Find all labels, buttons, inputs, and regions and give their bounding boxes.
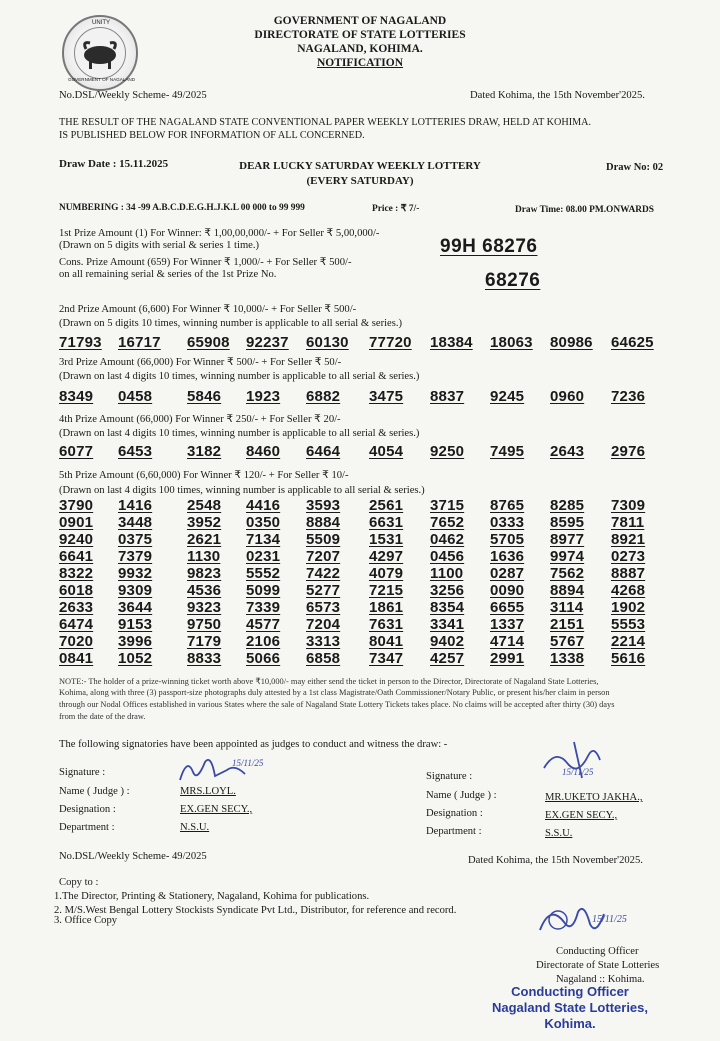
winning-number: 0462 bbox=[430, 531, 465, 548]
winning-number: 7347 bbox=[369, 650, 404, 667]
winning-number: 6882 bbox=[306, 388, 341, 405]
copy-to-item-3: 3. Office Copy bbox=[54, 915, 118, 926]
winning-number: 2548 bbox=[187, 497, 222, 514]
winning-number: 9250 bbox=[430, 443, 465, 460]
lottery-subtitle: (EVERY SATURDAY) bbox=[306, 175, 414, 187]
winning-number: 4297 bbox=[369, 548, 404, 565]
winning-number: 5099 bbox=[246, 582, 281, 599]
winning-number: 0841 bbox=[59, 650, 94, 667]
stamp-line-3: Kohima. bbox=[544, 1016, 596, 1031]
second-prize-line-1: 2nd Prize Amount (6,600) For Winner ₹ 10,000/- + For Seller ₹ 500/- bbox=[59, 304, 357, 315]
winning-number: 0350 bbox=[246, 514, 281, 531]
fifth-prize-line-2: (Drawn on last 4 digits 100 times, winning number is applicable to all serial & series.) bbox=[59, 485, 425, 496]
winning-number: 5846 bbox=[187, 388, 222, 405]
winning-number: 3475 bbox=[369, 388, 404, 405]
winning-number: 5616 bbox=[611, 650, 646, 667]
winning-number: 1416 bbox=[118, 497, 153, 514]
winning-number: 7204 bbox=[306, 616, 341, 633]
winning-number: 8977 bbox=[550, 531, 585, 548]
winning-number: 9240 bbox=[59, 531, 94, 548]
winning-number: 8837 bbox=[430, 388, 465, 405]
winning-number: 0456 bbox=[430, 548, 465, 565]
winning-number: 18063 bbox=[490, 334, 533, 351]
winning-number: 8887 bbox=[611, 565, 646, 582]
winning-number: 9245 bbox=[490, 388, 525, 405]
winning-number: 4714 bbox=[490, 633, 525, 650]
winning-number: 6018 bbox=[59, 582, 94, 599]
fifth-prize-line-1: 5th Prize Amount (6,60,000) For Winner ₹ 120/- + For Seller ₹ 10/- bbox=[59, 470, 349, 481]
winning-number: 1100 bbox=[430, 565, 464, 582]
winning-number: 6858 bbox=[306, 650, 341, 667]
copy-to-item-1: 1.The Director, Printing & Stationery, Nagaland, Kohima for publications. bbox=[54, 891, 370, 902]
winning-number: 3996 bbox=[118, 633, 153, 650]
header-government: GOVERNMENT OF NAGALAND bbox=[273, 15, 447, 27]
winning-number: 8884 bbox=[306, 514, 341, 531]
cons-prize-line-2: on all remaining serial & series of the 1st Prize No. bbox=[59, 269, 277, 280]
winning-number: 2151 bbox=[550, 616, 585, 633]
judge1-signature-date: 15/11/25 bbox=[232, 758, 264, 768]
winning-number: 4577 bbox=[246, 616, 281, 633]
fourth-prize-line-2: (Drawn on last 4 digits 10 times, winning number is applicable to all serial & series.) bbox=[59, 428, 420, 439]
first-prize-line-2: (Drawn on 5 digits with serial & series 1 time.) bbox=[59, 240, 260, 251]
winning-number: 1337 bbox=[490, 616, 525, 633]
winning-number: 5767 bbox=[550, 633, 585, 650]
draw-number: Draw No: 02 bbox=[606, 162, 664, 173]
winning-number: 7207 bbox=[306, 548, 341, 565]
winning-number: 7811 bbox=[611, 514, 645, 531]
winning-number: 1861 bbox=[369, 599, 404, 616]
consolation-prize-number: 68276 bbox=[485, 270, 541, 291]
judge2-designation-label: Designation : bbox=[426, 808, 483, 819]
numbering: NUMBERING : 34 -99 A.B.C.D.E.G.H.J.K.L 00 000 to 99 999 bbox=[59, 203, 305, 213]
draw-time: Draw Time: 08.00 PM.ONWARDS bbox=[515, 205, 654, 215]
winning-number: 2214 bbox=[611, 633, 646, 650]
winning-number: 7562 bbox=[550, 565, 585, 582]
winning-number: 8285 bbox=[550, 497, 585, 514]
judge1-name: MRS.LOYL. bbox=[180, 786, 236, 797]
winning-number: 8349 bbox=[59, 388, 94, 405]
winning-number: 8595 bbox=[550, 514, 585, 531]
winning-number: 5066 bbox=[246, 650, 281, 667]
winning-number: 2561 bbox=[369, 497, 404, 514]
winning-number: 0287 bbox=[490, 565, 525, 582]
winning-number: 3644 bbox=[118, 599, 153, 616]
winning-number: 7309 bbox=[611, 497, 646, 514]
copy-to-label: Copy to : bbox=[59, 877, 99, 888]
winning-number: 6573 bbox=[306, 599, 341, 616]
judge1-department-label: Department : bbox=[59, 822, 115, 833]
note-line-4: from the date of the draw. bbox=[59, 712, 146, 721]
note-line-1: NOTE:- The holder of a prize-winning ticket worth above ₹10,000/- may either send the ticket in person to the Director, Directorate of Nagaland State Lotteries, bbox=[59, 677, 599, 686]
winning-number: 3313 bbox=[306, 633, 341, 650]
winning-number: 1052 bbox=[118, 650, 153, 667]
winning-number: 77720 bbox=[369, 334, 412, 351]
intro-line-1: THE RESULT OF THE NAGALAND STATE CONVENTIONAL PAPER WEEKLY LOTTERIES DRAW, HELD AT KOHIMA. bbox=[59, 117, 592, 128]
header-location: NAGALAND, KOHIMA. bbox=[297, 43, 423, 55]
winning-number: 2633 bbox=[59, 599, 94, 616]
winning-number: 9974 bbox=[550, 548, 585, 565]
winning-number: 2621 bbox=[187, 531, 222, 548]
winning-number: 0375 bbox=[118, 531, 153, 548]
winning-number: 18384 bbox=[430, 334, 473, 351]
judge1-designation-label: Designation : bbox=[59, 804, 116, 815]
winning-number: 5509 bbox=[306, 531, 341, 548]
winning-number: 8833 bbox=[187, 650, 222, 667]
winning-number: 8460 bbox=[246, 443, 281, 460]
header-notification: NOTIFICATION bbox=[316, 57, 404, 69]
judge2-signature-label: Signature : bbox=[426, 771, 473, 782]
seal-text-top: UNITY bbox=[92, 20, 110, 26]
winning-number: 3715 bbox=[430, 497, 465, 514]
winning-number: 9750 bbox=[187, 616, 222, 633]
stamp-line-1: Conducting Officer bbox=[511, 984, 629, 999]
cons-prize-line-1: Cons. Prize Amount (659) For Winner ₹ 1,000/- + For Seller ₹ 500/- bbox=[59, 257, 352, 268]
judge1-designation: EX.GEN SECY., bbox=[180, 804, 253, 815]
winning-number: 0273 bbox=[611, 548, 646, 565]
winning-number: 7020 bbox=[59, 633, 94, 650]
winning-number: 7495 bbox=[490, 443, 525, 460]
winning-number: 3341 bbox=[430, 616, 465, 633]
judge2-signature-icon bbox=[538, 738, 618, 784]
officer-directorate: Directorate of State Lotteries bbox=[536, 960, 660, 971]
winning-number: 9309 bbox=[118, 582, 153, 599]
winning-number: 60130 bbox=[306, 334, 349, 351]
winning-number: 5553 bbox=[611, 616, 646, 633]
winning-number: 7339 bbox=[246, 599, 281, 616]
judges-intro: The following signatories have been appointed as judges to conduct and witness the draw: - bbox=[59, 739, 448, 750]
judge2-department: S.S.U. bbox=[545, 828, 573, 839]
winning-number: 0458 bbox=[118, 388, 153, 405]
winning-number: 8354 bbox=[430, 599, 465, 616]
winning-number: 6631 bbox=[369, 514, 404, 531]
winning-number: 2643 bbox=[550, 443, 585, 460]
second-prize-line-2: (Drawn on 5 digits 10 times, winning number is applicable to all serial & series.) bbox=[59, 318, 403, 329]
winning-number: 3114 bbox=[550, 599, 584, 616]
first-prize-winning-number: 99H 68276 bbox=[440, 236, 538, 257]
officer-title: Conducting Officer bbox=[556, 946, 639, 957]
judge1-name-label: Name ( Judge ) : bbox=[59, 786, 130, 797]
scheme-ref: No.DSL/Weekly Scheme- 49/2025 bbox=[59, 90, 207, 101]
winning-number: 7215 bbox=[369, 582, 404, 599]
winning-number: 5705 bbox=[490, 531, 525, 548]
winning-number: 0090 bbox=[490, 582, 525, 599]
intro-line-2: IS PUBLISHED BELOW FOR INFORMATION OF ALL CONCERNED. bbox=[59, 130, 365, 141]
judge1-signature-label: Signature : bbox=[59, 767, 106, 778]
header-directorate: DIRECTORATE OF STATE LOTTERIES bbox=[254, 29, 466, 41]
winning-number: 7422 bbox=[306, 565, 341, 582]
winning-number: 9823 bbox=[187, 565, 222, 582]
winning-number: 1902 bbox=[611, 599, 646, 616]
winning-number: 4416 bbox=[246, 497, 281, 514]
first-prize-line-1: 1st Prize Amount (1) For Winner: ₹ 1,00,00,000/- + For Seller ₹ 5,00,000/- bbox=[59, 228, 380, 239]
winning-number: 64625 bbox=[611, 334, 654, 351]
winning-number: 6453 bbox=[118, 443, 153, 460]
winning-number: 0901 bbox=[59, 514, 94, 531]
judge2-department-label: Department : bbox=[426, 826, 482, 837]
winning-number: 8322 bbox=[59, 565, 94, 582]
winning-number: 0231 bbox=[246, 548, 281, 565]
judge2-name-label: Name ( Judge ) : bbox=[426, 790, 497, 801]
winning-number: 80986 bbox=[550, 334, 593, 351]
winning-number: 4536 bbox=[187, 582, 222, 599]
judge1-signature-icon bbox=[175, 752, 285, 788]
footer-scheme-ref: No.DSL/Weekly Scheme- 49/2025 bbox=[59, 851, 207, 862]
winning-number: 16717 bbox=[118, 334, 161, 351]
ticket-price: Price : ₹ 7/- bbox=[372, 204, 420, 214]
winning-number: 2991 bbox=[490, 650, 525, 667]
winning-number: 3952 bbox=[187, 514, 222, 531]
winning-number: 8921 bbox=[611, 531, 646, 548]
winning-number: 1636 bbox=[490, 548, 525, 565]
winning-number: 0960 bbox=[550, 388, 585, 405]
winning-number: 6655 bbox=[490, 599, 525, 616]
winning-number: 2106 bbox=[246, 633, 281, 650]
winning-number: 6641 bbox=[59, 548, 94, 565]
winning-number: 6464 bbox=[306, 443, 341, 460]
fourth-prize-line-1: 4th Prize Amount (66,000) For Winner ₹ 250/- + For Seller ₹ 20/- bbox=[59, 414, 341, 425]
winning-number: 8041 bbox=[369, 633, 404, 650]
footer-dated: Dated Kohima, the 15th November'2025. bbox=[468, 855, 643, 866]
officer-signature-date: 15/11/25 bbox=[592, 914, 627, 925]
winning-number: 7179 bbox=[187, 633, 222, 650]
winning-number: 92237 bbox=[246, 334, 289, 351]
stamp-line-2: Nagaland State Lotteries, bbox=[491, 1000, 649, 1015]
winning-number: 4079 bbox=[369, 565, 404, 582]
lottery-title: DEAR LUCKY SATURDAY WEEKLY LOTTERY bbox=[239, 160, 481, 172]
winning-number: 6474 bbox=[59, 616, 94, 633]
draw-date: Draw Date : 15.11.2025 bbox=[59, 158, 169, 170]
winning-number: 2976 bbox=[611, 443, 646, 460]
note-line-2: Kohima, along with three (3) passport-size photographs duly attested by a 1st class Magistrate/Oath Commissioner/Notary Public, or present his/her claim in person bbox=[59, 688, 610, 697]
winning-number: 71793 bbox=[59, 334, 102, 351]
winning-number: 9323 bbox=[187, 599, 222, 616]
dated: Dated Kohima, the 15th November'2025. bbox=[470, 90, 645, 101]
winning-number: 65908 bbox=[187, 334, 230, 351]
winning-number: 7236 bbox=[611, 388, 646, 405]
winning-number: 4268 bbox=[611, 582, 646, 599]
winning-number: 1531 bbox=[369, 531, 404, 548]
winning-number: 9153 bbox=[118, 616, 153, 633]
winning-number: 4257 bbox=[430, 650, 465, 667]
winning-number: 9932 bbox=[118, 565, 153, 582]
winning-number: 1923 bbox=[246, 388, 281, 405]
winning-number: 4054 bbox=[369, 443, 404, 460]
winning-number: 9402 bbox=[430, 633, 465, 650]
seal-text-bottom: GOVERNMENT OF NAGALAND bbox=[68, 77, 136, 82]
copy-to-item-2: 2. M/S.West Bengal Lottery Stockists Syndicate Pvt Ltd., Distributor, for reference and record. bbox=[54, 905, 457, 916]
winning-number: 1130 bbox=[187, 548, 221, 565]
winning-number: 8894 bbox=[550, 582, 585, 599]
winning-number: 7134 bbox=[246, 531, 281, 548]
winning-number: 3448 bbox=[118, 514, 153, 531]
winning-number: 5552 bbox=[246, 565, 281, 582]
officer-location: Nagaland :: Kohima. bbox=[556, 974, 645, 985]
winning-number: 3593 bbox=[306, 497, 341, 514]
judge2-name: MR.UKETO JAKHA., bbox=[545, 792, 643, 803]
winning-number: 1338 bbox=[550, 650, 585, 667]
winning-number: 3256 bbox=[430, 582, 465, 599]
winning-number: 3790 bbox=[59, 497, 94, 514]
winning-number: 0333 bbox=[490, 514, 525, 531]
winning-number: 6077 bbox=[59, 443, 94, 460]
third-prize-line-2: (Drawn on last 4 digits 10 times, winning number is applicable to all serial & series.) bbox=[59, 371, 420, 382]
winning-number: 3182 bbox=[187, 443, 222, 460]
winning-number: 8765 bbox=[490, 497, 525, 514]
winning-number: 7379 bbox=[118, 548, 153, 565]
third-prize-line-1: 3rd Prize Amount (66,000) For Winner ₹ 500/- + For Seller ₹ 50/- bbox=[59, 357, 342, 368]
judge2-signature-date: 15/11/25 bbox=[562, 767, 594, 777]
winning-number: 7652 bbox=[430, 514, 465, 531]
judge2-designation: EX.GEN SECY., bbox=[545, 810, 618, 821]
winning-number: 7631 bbox=[369, 616, 404, 633]
judge1-department: N.S.U. bbox=[180, 822, 210, 833]
winning-number: 5277 bbox=[306, 582, 341, 599]
note-line-3: through our Nodal Offices established in various States where the sale of Nagaland State Lottery Tickets takes place. No claims will be accepted after thirty (30) days bbox=[59, 700, 615, 709]
